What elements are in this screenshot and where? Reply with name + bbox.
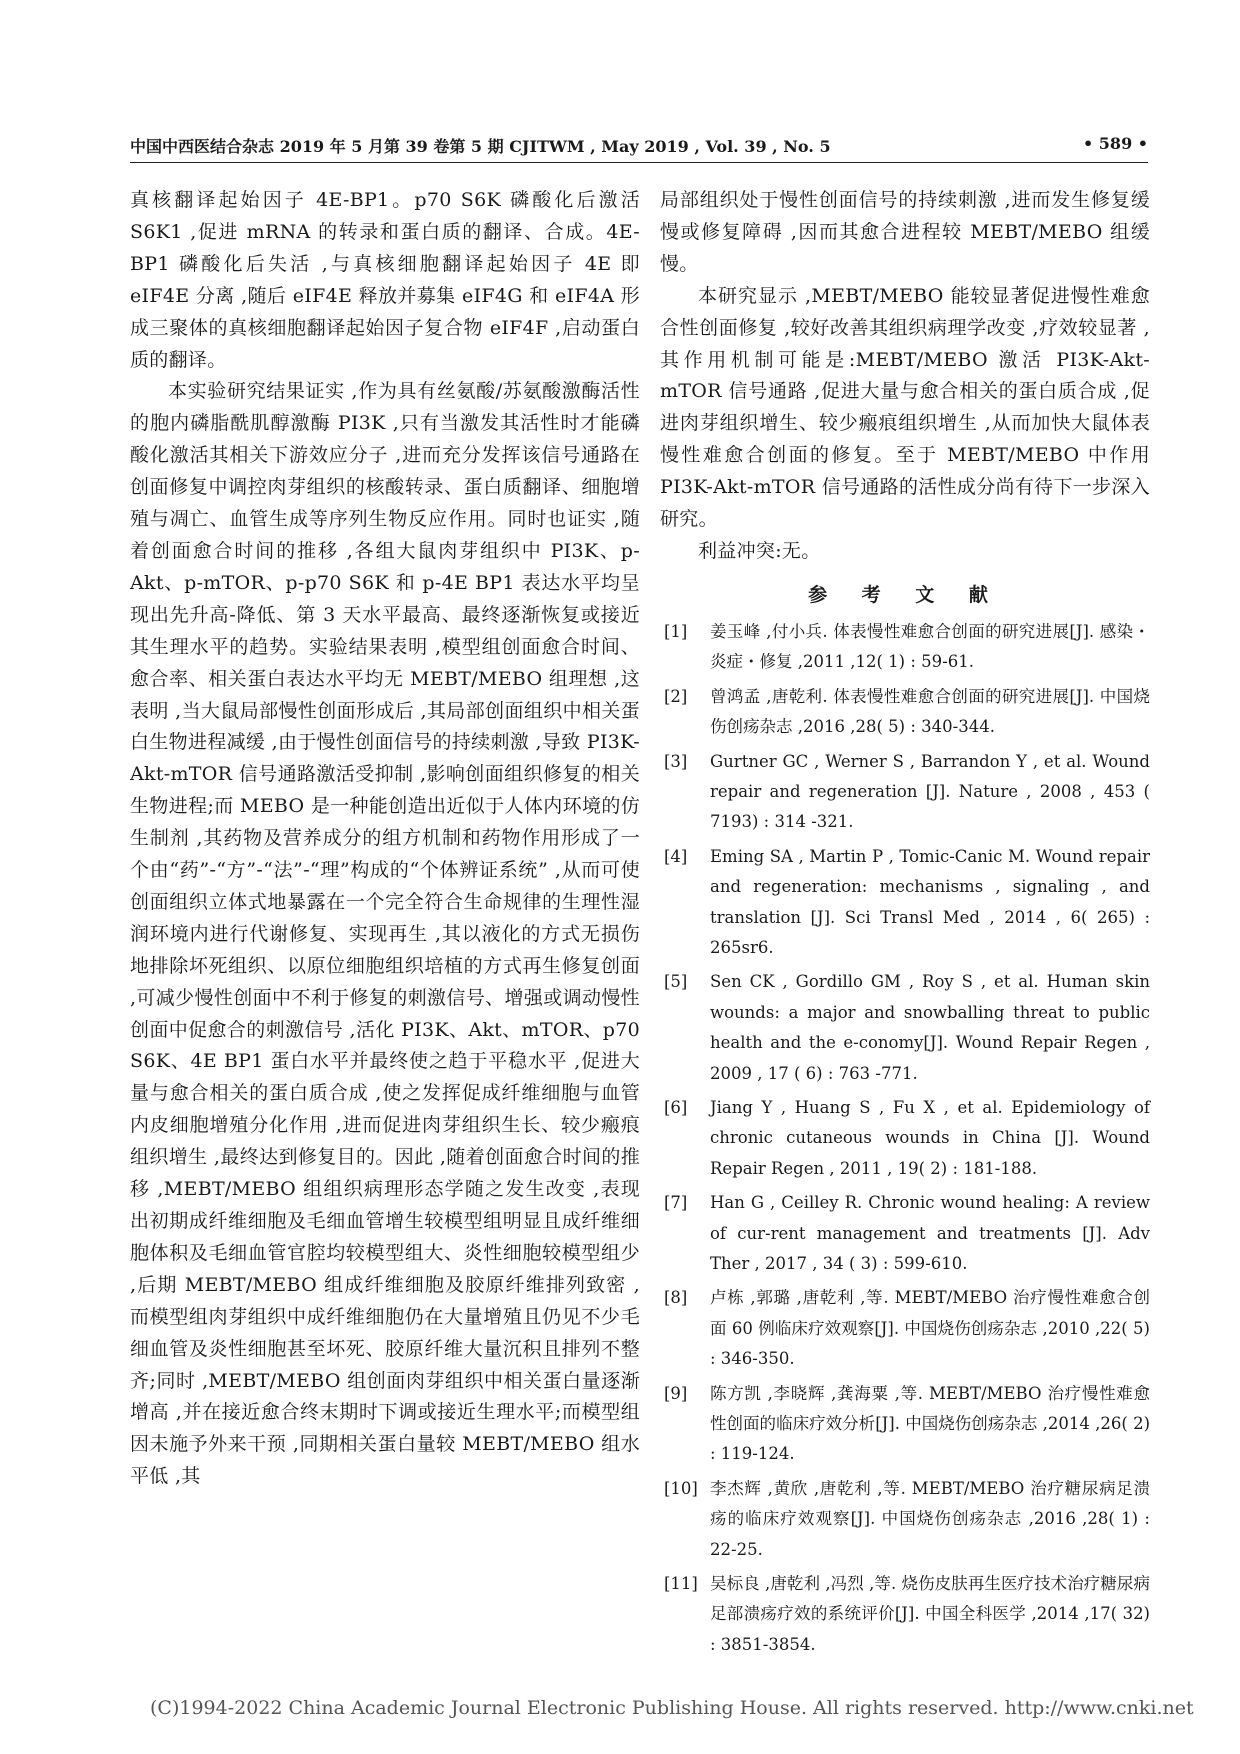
header-rule <box>130 162 1148 163</box>
reference-number: [11] <box>664 1574 698 1594</box>
reference-item <box>660 1093 1150 1184</box>
conflict-of-interest: 利益冲突:无。 <box>698 539 821 562</box>
reference-number: [10] <box>664 1478 698 1498</box>
reference-text: Eming SA , Martin P , Tomic-Canic M. Wound repair and regeneration: mechanisms , signaling , and translation [J]. Sci Transl Med , 2014 , 6( 265) : 265sr6. <box>710 846 1150 957</box>
reference-number: [9] <box>664 1383 688 1403</box>
copyright-footer: (C)1994-2022 China Academic Journal Electronic Publishing House. All rights reserved. http://www.cnki.net <box>150 1697 1194 1719</box>
reference-number: [7] <box>664 1193 688 1213</box>
reference-number: [4] <box>664 846 688 866</box>
reference-item <box>660 1569 1150 1660</box>
references-title: 参 考 文 献 <box>808 583 1002 606</box>
reference-text: 姜玉峰 ,付小兵. 体表慢性难愈合创面的研究进展[J]. 感染・炎症・修复 ,2011 ,12( 1) : 59-61. <box>710 621 1150 672</box>
reference-text: 陈方凯 ,李晓辉 ,龚海粟 ,等. MEBT/MEBO 治疗慢性难愈性创面的临床疗效分析[J]. 中国烧伤创疡杂志 ,2014 ,26( 2) : 119-124. <box>710 1383 1150 1464</box>
reference-item <box>660 1283 1150 1374</box>
running-header <box>130 134 1148 158</box>
reference-text: Han G , Ceilley R. Chronic wound healing: A review of cur-rent management and treatments [J]. Adv Ther , 2017 , 34 ( 3) : 599-610. <box>710 1193 1150 1273</box>
reference-number: [5] <box>664 972 688 992</box>
right-column <box>660 185 1150 1664</box>
reference-number: [6] <box>664 1097 688 1117</box>
reference-text: 曾鸿孟 ,唐乾利. 体表慢性难愈合创面的研究进展[J]. 中国烧伤创疡杂志 ,2016 ,28( 5) : 340-344. <box>710 686 1150 737</box>
journal-info: 中国中西医结合杂志 2019 年 5 月第 39 卷第 5 期 CJITWM , May 2019 , Vol. 39 , No. 5 <box>130 137 831 156</box>
reference-item <box>660 1188 1150 1279</box>
body-paragraph: 本实验研究结果证实 ,作为具有丝氨酸/苏氨酸激酶活性的胞内磷脂酰肌醇激酶 PI3K ,只有当激发其活性时才能磷酸化激活其相关下游效应分子 ,进而充分发挥该信号通路在创面修复中调控肉芽组织的核酸转录、蛋白质翻译、细胞增殖与凋亡、血管生成等序列生物反应作用。同时也证实 ,随着创面愈合时间的推移 ,各组大鼠肉芽组织中 PI3K、p-Akt、p-mTOR、p-p70 S6K 和 p-4E BP1 表达水平均呈现出先升高-降低、第 3 天水平最高、最终逐渐恢复或接近其生理水平的趋势。实验结果表明 ,模型组创面愈合时间、愈合率、相关蛋白表达水平均无 MEBT/MEBO 组理想 ,这表明 ,当大鼠局部慢性创面形成后 ,其局部创面组织中相关蛋白生物进程减缓 ,由于慢性创面信号的持续刺激 ,导致 PI3K-Akt-mTOR 信号通路激活受抑制 ,影响创面组织修复的相关生物进程;而 MEBO 是一种能创造出近似于人体内环境的仿生制剂 ,其药物及营养成分的组方机制和药物作用形成了一个由“药”-“方”-“法”-“理”构成的“个体辨证系统” ,从而可使创面组织立体式地暴露在一个完全符合生命规律的生理性湿润环境内进行代谢修复、实现再生 ,其以液化的方式无损伤地排除坏死组织、以原位细胞组织培植的方式再生修复创面 ,可减少慢性创面中不利于修复的刺激信号、增强或调动慢性创面中促愈合的刺激信号 ,活化 PI3K、Akt、mTOR、p70 S6K、4E BP1 蛋白水平并最终使之趋于平稳水平 ,促进大量与愈合相关的蛋白质合成 ,使之发挥促成纤维细胞与血管内皮细胞增殖分化作用 ,进而促进肉芽组织生长、较少瘢痕组织增生 ,最终达到修复目的。因此 ,随着创面愈合时间的推移 ,MEBT/MEBO 组组织病理形态学随之发生改变 ,表现出初期成纤维细胞及毛细血管增生较模型组明显且成纤维细胞体积及毛细血管官腔均较模型组大、炎性细胞较模型组少 ,后期 MEBT/MEBO 组成纤维细胞及胶原纤维排列致密 ,而模型组肉芽组织中成纤维细胞仍在大量增殖且仍见不少毛细血管及炎性细胞甚至坏死、胶原纤维大量沉积且排列不整齐;同时 ,MEBT/MEBO 组创面肉芽组织中相关蛋白量逐渐增高 ,并在接近愈合终末期时下调或接近生理水平;而模型组因未施予外来干预 ,同期相关蛋白量较 MEBT/MEBO 组水平低 ,其 <box>130 380 640 1488</box>
reference-item <box>660 967 1150 1089</box>
reference-item <box>660 1379 1150 1470</box>
body-paragraph: 局部组织处于慢性创面信号的持续刺激 ,进而发生修复缓慢或修复障碍 ,因而其愈合进程较 MEBT/MEBO 组缓慢。 <box>660 189 1150 275</box>
reference-text: Sen CK , Gordillo GM , Roy S , et al. Human skin wounds: a major and snowballing threat to public health and the e-conomy[J]. Wound Repair Regen , 2009 , 17 ( 6) : 763 -771. <box>710 972 1150 1083</box>
reference-item <box>660 747 1150 838</box>
reference-text: 卢栋 ,郭璐 ,唐乾利 ,等. MEBT/MEBO 治疗慢性难愈合创面 60 例临床疗效观察[J]. 中国烧伤创疡杂志 ,2010 ,22( 5) : 346-350. <box>710 1288 1150 1369</box>
reference-text: Gurtner GC , Werner S , Barrandon Y , et al. Wound repair and regeneration [J]. Nature , 2008 , 453 ( 7193) : 314 -321. <box>710 751 1150 832</box>
reference-number: [1] <box>664 621 688 641</box>
reference-item <box>660 682 1150 743</box>
left-column <box>130 185 640 1493</box>
reference-number: [3] <box>664 751 688 771</box>
page-number: • 589 • <box>1083 134 1148 153</box>
reference-number: [2] <box>664 686 688 706</box>
reference-item <box>660 1474 1150 1565</box>
reference-item <box>660 842 1150 964</box>
body-paragraph: 本研究显示 ,MEBT/MEBO 能较显著促进慢性难愈合性创面修复 ,较好改善其组织病理学改变 ,疗效较显著 ,其作用机制可能是:MEBT/MEBO 激活 PI3K-Akt-mTOR 信号通路 ,促进大量与愈合相关的蛋白质合成 ,促进肉芽组织增生、较少瘢痕组织增生 ,从而加快大鼠体表慢性难愈合创面的修复。至于 MEBT/MEBO 中作用 PI3K-Akt-mTOR 信号通路的活性成分尚有待下一步深入研究。 <box>660 284 1150 531</box>
reference-text: Jiang Y , Huang S , Fu X , et al. Epidemiology of chronic cutaneous wounds in China [J]. Wound Repair Regen , 2011 , 19( 2) : 181-188. <box>710 1097 1150 1178</box>
reference-number: [8] <box>664 1288 688 1308</box>
reference-list <box>660 617 1150 1660</box>
reference-text: 李杰辉 ,黄欣 ,唐乾利 ,等. MEBT/MEBO 治疗糖尿病足溃疡的临床疗效观察[J]. 中国烧伤创疡杂志 ,2016 ,28( 1) : 22-25. <box>710 1478 1150 1559</box>
reference-item <box>660 617 1150 678</box>
reference-text: 吴标良 ,唐乾利 ,冯烈 ,等. 烧伤皮肤再生医疗技术治疗糖尿病足部溃疡疗效的系统评价[J]. 中国全科医学 ,2014 ,17( 32) : 3851-3854. <box>710 1574 1150 1654</box>
body-paragraph: 真核翻译起始因子 4E-BP1。p70 S6K 磷酸化后激活 S6K1 ,促进 mRNA 的转录和蛋白质的翻译、合成。4E-BP1 磷酸化后失活 ,与真核细胞翻译起始因子 4E 即 eIF4E 分离 ,随后 eIF4E 释放并募集 eIF4G 和 eIF4A 形成三聚体的真核细胞翻译起始因子复合物 eIF4F ,启动蛋白质的翻译。 <box>130 189 640 371</box>
